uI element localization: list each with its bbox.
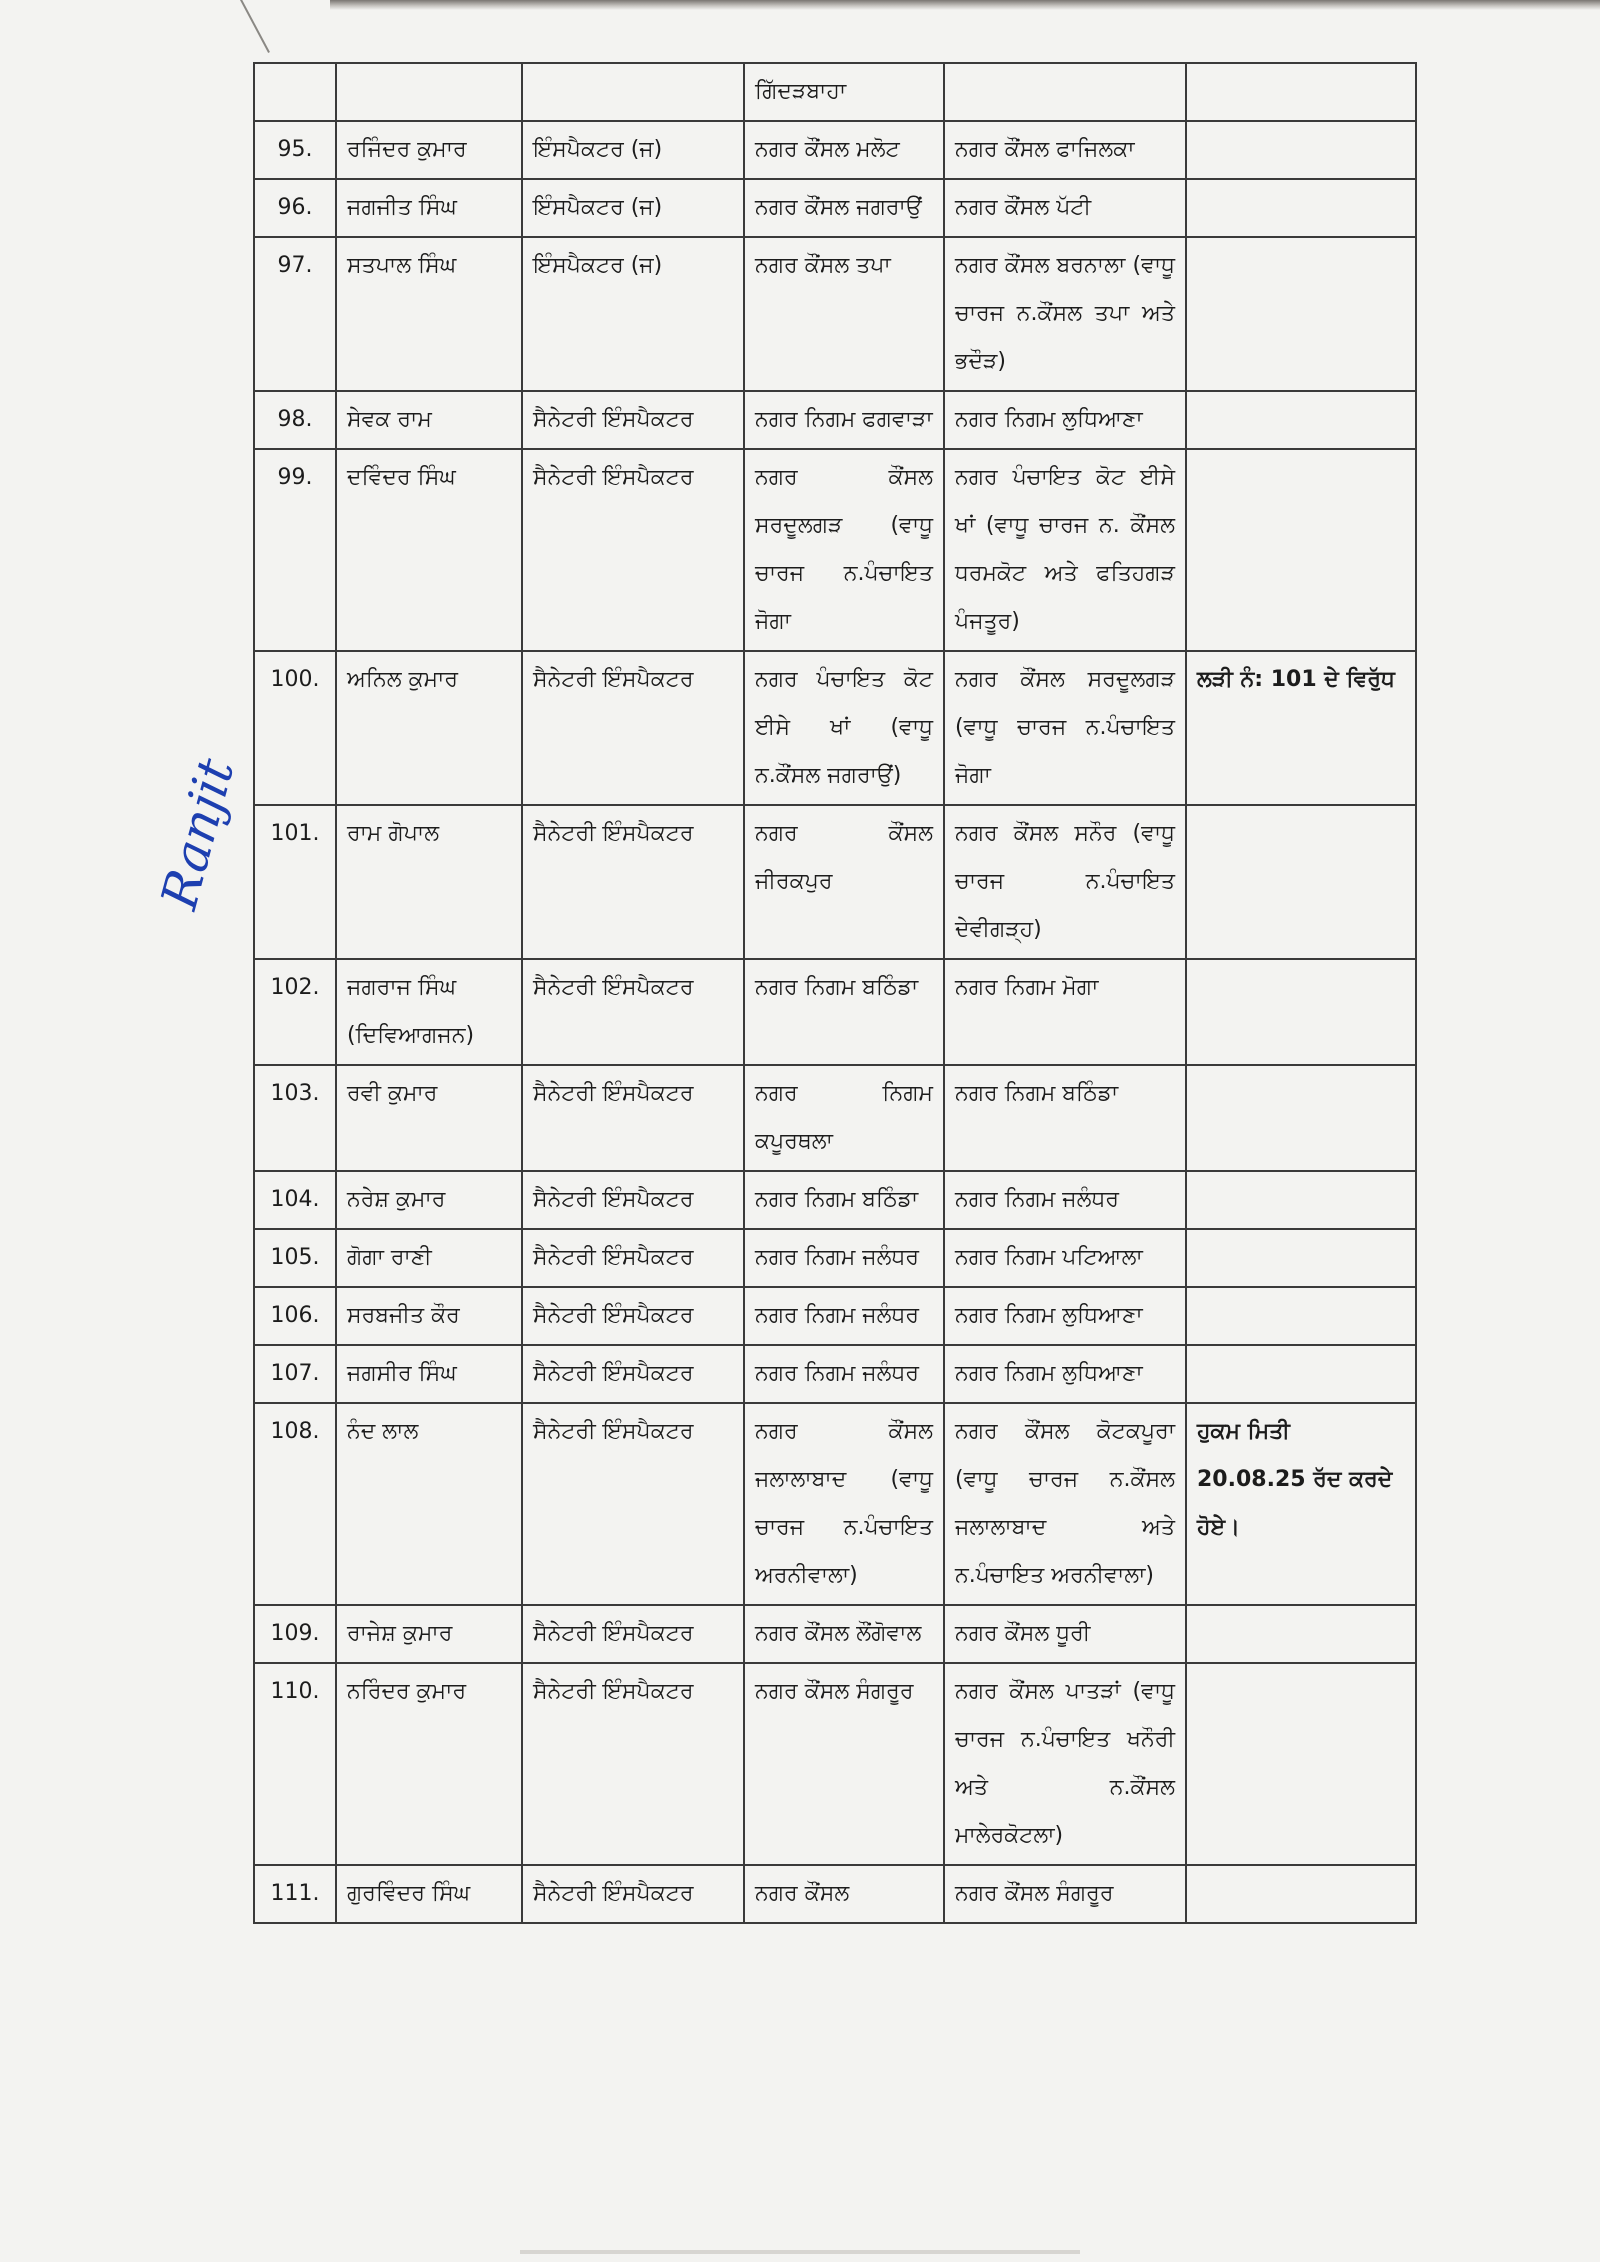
- serial-number-cell: 111.: [254, 1865, 336, 1923]
- from-posting-cell: ਨਗਰ ਨਿਗਮ ਬਠਿੰਡਾ: [744, 1171, 944, 1229]
- remark-cell: [1186, 237, 1416, 391]
- serial-number-cell: 101.: [254, 805, 336, 959]
- table-row: [254, 1403, 1416, 1605]
- remark-cell: [1186, 805, 1416, 959]
- designation-cell: [522, 63, 744, 121]
- serial-number-cell: 98.: [254, 391, 336, 449]
- remark-cell: [1186, 63, 1416, 121]
- employee-name-cell: ਨਰੇਸ਼ ਕੁਮਾਰ: [336, 1171, 522, 1229]
- to-posting-cell: ਨਗਰ ਨਿਗਮ ਪਟਿਆਲਾ: [944, 1229, 1186, 1287]
- table-row: [254, 651, 1416, 805]
- from-posting-cell: ਨਗਰ ਕੌਂਸਲ ਮਲੋਟ: [744, 121, 944, 179]
- remark-cell: [1186, 1663, 1416, 1865]
- to-posting-cell: ਨਗਰ ਨਿਗਮ ਲੁਧਿਆਣਾ: [944, 1287, 1186, 1345]
- designation-cell: ਸੈਨੇਟਰੀ ਇੰਸਪੈਕਟਰ: [522, 959, 744, 1065]
- remark-cell: ਲੜੀ ਨੰ: 101 ਦੇ ਵਿਰੁੱਧ: [1186, 651, 1416, 805]
- serial-number-cell: 102.: [254, 959, 336, 1065]
- table-row: [254, 1345, 1416, 1403]
- from-posting-cell: ਨਗਰ ਕੌਂਸਲ ਸਰਦੂਲਗੜ (ਵਾਧੂ ਚਾਰਜ ਨ.ਪੰਚਾਇਤ ਜੋਗਾ: [744, 449, 944, 651]
- employee-name-cell: ਦਵਿੰਦਰ ਸਿੰਘ: [336, 449, 522, 651]
- serial-number-cell: 110.: [254, 1663, 336, 1865]
- from-posting-cell: ਨਗਰ ਕੌਂਸਲ ਜਗਰਾਉਂ: [744, 179, 944, 237]
- remark-cell: [1186, 121, 1416, 179]
- table-row: [254, 959, 1416, 1065]
- designation-cell: ਸੈਨੇਟਰੀ ਇੰਸਪੈਕਟਰ: [522, 1065, 744, 1171]
- to-posting-cell: [944, 63, 1186, 121]
- employee-name-cell: ਨਰਿੰਦਰ ਕੁਮਾਰ: [336, 1663, 522, 1865]
- from-posting-cell: ਨਗਰ ਨਿਗਮ ਜਲੰਧਰ: [744, 1345, 944, 1403]
- table-row: [254, 1605, 1416, 1663]
- from-posting-cell: ਨਗਰ ਕੌਂਸਲ ਤਪਾ: [744, 237, 944, 391]
- from-posting-cell: ਨਗਰ ਪੰਚਾਇਤ ਕੋਟ ਈਸੇ ਖਾਂ (ਵਾਧੂ ਨ.ਕੌਂਸਲ ਜਗਰਾਉਂ): [744, 651, 944, 805]
- designation-cell: ਸੈਨੇਟਰੀ ਇੰਸਪੈਕਟਰ: [522, 1171, 744, 1229]
- table-row: [254, 1865, 1416, 1923]
- table-row: [254, 121, 1416, 179]
- to-posting-cell: ਨਗਰ ਕੌਂਸਲ ਸਨੌਰ (ਵਾਧੂ ਚਾਰਜ ਨ.ਪੰਚਾਇਤ ਦੇਵੀਗੜ੍ਹ): [944, 805, 1186, 959]
- to-posting-cell: ਨਗਰ ਨਿਗਮ ਲੁਧਿਆਣਾ: [944, 1345, 1186, 1403]
- to-posting-cell: ਨਗਰ ਕੌਂਸਲ ਪਾਤੜਾਂ (ਵਾਧੂ ਚਾਰਜ ਨ.ਪੰਚਾਇਤ ਖਨੌਰੀ ਅਤੇ ਨ.ਕੌਂਸਲ ਮਾਲੇਰਕੋਟਲਾ): [944, 1663, 1186, 1865]
- to-posting-cell: ਨਗਰ ਕੌਂਸਲ ਸਰਦੂਲਗੜ (ਵਾਧੂ ਚਾਰਜ ਨ.ਪੰਚਾਇਤ ਜੋਗਾ: [944, 651, 1186, 805]
- transfer-table: [253, 62, 1417, 1924]
- serial-number-cell: 106.: [254, 1287, 336, 1345]
- remark-cell: [1186, 1865, 1416, 1923]
- transfer-table-body: [254, 63, 1416, 1923]
- remark-cell: [1186, 1287, 1416, 1345]
- serial-number-cell: 103.: [254, 1065, 336, 1171]
- designation-cell: ਇੰਸਪੈਕਟਰ (ਜ): [522, 121, 744, 179]
- designation-cell: ਸੈਨੇਟਰੀ ਇੰਸਪੈਕਟਰ: [522, 1865, 744, 1923]
- remark-cell: [1186, 1605, 1416, 1663]
- table-row: [254, 237, 1416, 391]
- table-row: [254, 179, 1416, 237]
- page-corner-line: [240, 0, 270, 53]
- handwritten-signature: Ranjit: [150, 752, 246, 916]
- from-posting-cell: ਨਗਰ ਨਿਗਮ ਫਗਵਾੜਾ: [744, 391, 944, 449]
- employee-name-cell: ਰਜਿੰਦਰ ਕੁਮਾਰ: [336, 121, 522, 179]
- from-posting-cell: ਨਗਰ ਨਿਗਮ ਜਲੰਧਰ: [744, 1229, 944, 1287]
- employee-name-cell: ਅਨਿਲ ਕੁਮਾਰ: [336, 651, 522, 805]
- remark-cell: [1186, 1345, 1416, 1403]
- remark-cell: [1186, 391, 1416, 449]
- remark-cell: [1186, 1065, 1416, 1171]
- to-posting-cell: ਨਗਰ ਨਿਗਮ ਜਲੰਧਰ: [944, 1171, 1186, 1229]
- employee-name-cell: ਰਾਜੇਸ਼ ਕੁਮਾਰ: [336, 1605, 522, 1663]
- designation-cell: ਇੰਸਪੈਕਟਰ (ਜ): [522, 237, 744, 391]
- to-posting-cell: ਨਗਰ ਨਿਗਮ ਬਠਿੰਡਾ: [944, 1065, 1186, 1171]
- designation-cell: ਸੈਨੇਟਰੀ ਇੰਸਪੈਕਟਰ: [522, 651, 744, 805]
- from-posting-cell: ਨਗਰ ਕੌਂਸਲ ਸੰਗਰੂਰ: [744, 1663, 944, 1865]
- table-row: [254, 449, 1416, 651]
- serial-number-cell: [254, 63, 336, 121]
- serial-number-cell: 109.: [254, 1605, 336, 1663]
- designation-cell: ਸੈਨੇਟਰੀ ਇੰਸਪੈਕਟਰ: [522, 1345, 744, 1403]
- from-posting-cell: ਨਗਰ ਕੌਂਸਲ ਜੀਰਕਪੁਰ: [744, 805, 944, 959]
- to-posting-cell: ਨਗਰ ਕੌਂਸਲ ਪੱਟੀ: [944, 179, 1186, 237]
- from-posting-cell: ਨਗਰ ਨਿਗਮ ਜਲੰਧਰ: [744, 1287, 944, 1345]
- table-row: [254, 1229, 1416, 1287]
- remark-cell: [1186, 1229, 1416, 1287]
- remark-cell: [1186, 959, 1416, 1065]
- remark-cell: [1186, 1171, 1416, 1229]
- to-posting-cell: ਨਗਰ ਕੌਂਸਲ ਬਰਨਾਲਾ (ਵਾਧੂ ਚਾਰਜ ਨ.ਕੌਂਸਲ ਤਪਾ ਅਤੇ ਭਦੌੜ): [944, 237, 1186, 391]
- serial-number-cell: 108.: [254, 1403, 336, 1605]
- employee-name-cell: ਜਗਸੀਰ ਸਿੰਘ: [336, 1345, 522, 1403]
- employee-name-cell: ਰਾਮ ਗੋਪਾਲ: [336, 805, 522, 959]
- serial-number-cell: 107.: [254, 1345, 336, 1403]
- employee-name-cell: ਸੇਵਕ ਰਾਮ: [336, 391, 522, 449]
- from-posting-cell: ਗਿੱਦੜਬਾਹਾ: [744, 63, 944, 121]
- designation-cell: ਸੈਨੇਟਰੀ ਇੰਸਪੈਕਟਰ: [522, 1287, 744, 1345]
- from-posting-cell: ਨਗਰ ਨਿਗਮ ਬਠਿੰਡਾ: [744, 959, 944, 1065]
- serial-number-cell: 99.: [254, 449, 336, 651]
- serial-number-cell: 104.: [254, 1171, 336, 1229]
- employee-name-cell: ਰਵੀ ਕੁਮਾਰ: [336, 1065, 522, 1171]
- table-row: [254, 805, 1416, 959]
- to-posting-cell: ਨਗਰ ਕੌਂਸਲ ਫਾਜਿਲਕਾ: [944, 121, 1186, 179]
- employee-name-cell: ਨੰਦ ਲਾਲ: [336, 1403, 522, 1605]
- serial-number-cell: 95.: [254, 121, 336, 179]
- serial-number-cell: 105.: [254, 1229, 336, 1287]
- remark-cell: [1186, 179, 1416, 237]
- from-posting-cell: ਨਗਰ ਕੌਂਸਲ ਲੌਂਗੋਵਾਲ: [744, 1605, 944, 1663]
- serial-number-cell: 100.: [254, 651, 336, 805]
- employee-name-cell: ਗੁਰਵਿੰਦਰ ਸਿੰਘ: [336, 1865, 522, 1923]
- employee-name-cell: [336, 63, 522, 121]
- table-row: [254, 391, 1416, 449]
- to-posting-cell: ਨਗਰ ਨਿਗਮ ਲੁਧਿਆਣਾ: [944, 391, 1186, 449]
- to-posting-cell: ਨਗਰ ਕੌਂਸਲ ਕੋਟਕਪੂਰਾ (ਵਾਧੂ ਚਾਰਜ ਨ.ਕੌਂਸਲ ਜਲਾਲਾਬਾਦ ਅਤੇ ਨ.ਪੰਚਾਇਤ ਅਰਨੀਵਾਲਾ): [944, 1403, 1186, 1605]
- page-bottom-edge: [520, 2250, 1080, 2254]
- to-posting-cell: ਨਗਰ ਪੰਚਾਇਤ ਕੋਟ ਈਸੇ ਖਾਂ (ਵਾਧੂ ਚਾਰਜ ਨ. ਕੌਂਸਲ ਧਰਮਕੋਟ ਅਤੇ ਫਤਿਹਗੜ ਪੰਜਤੂਰ): [944, 449, 1186, 651]
- to-posting-cell: ਨਗਰ ਕੌਂਸਲ ਸੰਗਰੂਰ: [944, 1865, 1186, 1923]
- remark-cell: ਹੁਕਮ ਮਿਤੀ 20.08.25 ਰੱਦ ਕਰਦੇ ਹੋਏ।: [1186, 1403, 1416, 1605]
- employee-name-cell: ਸਤਪਾਲ ਸਿੰਘ: [336, 237, 522, 391]
- to-posting-cell: ਨਗਰ ਨਿਗਮ ਮੋਗਾ: [944, 959, 1186, 1065]
- from-posting-cell: ਨਗਰ ਨਿਗਮ ਕਪੂਰਥਲਾ: [744, 1065, 944, 1171]
- designation-cell: ਸੈਨੇਟਰੀ ਇੰਸਪੈਕਟਰ: [522, 449, 744, 651]
- page-top-edge: [330, 0, 1600, 10]
- designation-cell: ਸੈਨੇਟਰੀ ਇੰਸਪੈਕਟਰ: [522, 1229, 744, 1287]
- designation-cell: ਇੰਸਪੈਕਟਰ (ਜ): [522, 179, 744, 237]
- table-row: [254, 1065, 1416, 1171]
- to-posting-cell: ਨਗਰ ਕੌਂਸਲ ਧੂਰੀ: [944, 1605, 1186, 1663]
- designation-cell: ਸੈਨੇਟਰੀ ਇੰਸਪੈਕਟਰ: [522, 391, 744, 449]
- employee-name-cell: ਜਗਰਾਜ ਸਿੰਘ (ਦਿਵਿਆਗਜਨ): [336, 959, 522, 1065]
- designation-cell: ਸੈਨੇਟਰੀ ਇੰਸਪੈਕਟਰ: [522, 1403, 744, 1605]
- table-row: [254, 1287, 1416, 1345]
- serial-number-cell: 96.: [254, 179, 336, 237]
- remark-cell: [1186, 449, 1416, 651]
- table-row: [254, 1663, 1416, 1865]
- table-row: [254, 1171, 1416, 1229]
- employee-name-cell: ਜਗਜੀਤ ਸਿੰਘ: [336, 179, 522, 237]
- designation-cell: ਸੈਨੇਟਰੀ ਇੰਸਪੈਕਟਰ: [522, 805, 744, 959]
- from-posting-cell: ਨਗਰ ਕੌਂਸਲ: [744, 1865, 944, 1923]
- employee-name-cell: ਗੋਗਾ ਰਾਣੀ: [336, 1229, 522, 1287]
- from-posting-cell: ਨਗਰ ਕੌਂਸਲ ਜਲਾਲਾਬਾਦ (ਵਾਧੂ ਚਾਰਜ ਨ.ਪੰਚਾਇਤ ਅਰਨੀਵਾਲਾ): [744, 1403, 944, 1605]
- designation-cell: ਸੈਨੇਟਰੀ ਇੰਸਪੈਕਟਰ: [522, 1663, 744, 1865]
- designation-cell: ਸੈਨੇਟਰੀ ਇੰਸਪੈਕਟਰ: [522, 1605, 744, 1663]
- table-row: [254, 63, 1416, 121]
- employee-name-cell: ਸਰਬਜੀਤ ਕੌਰ: [336, 1287, 522, 1345]
- serial-number-cell: 97.: [254, 237, 336, 391]
